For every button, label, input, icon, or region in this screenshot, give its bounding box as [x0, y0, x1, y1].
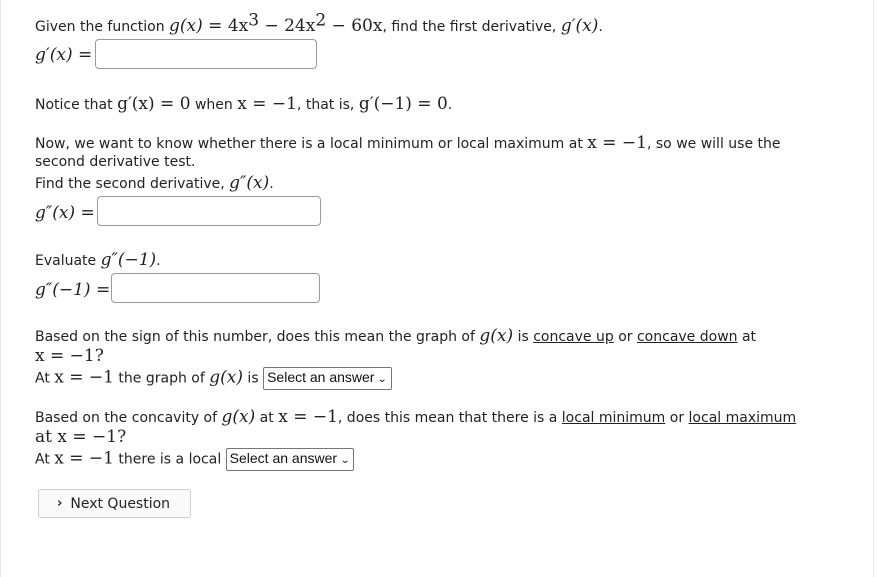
second-derivative-label: g″(x) =	[35, 203, 95, 223]
extremum-question-cont: at x = −1?	[35, 427, 127, 447]
second-derivative-intro-cont: second derivative test.	[35, 154, 196, 170]
function-name: g(x)	[169, 16, 203, 36]
evaluate-prompt: Evaluate g″(−1).	[35, 250, 161, 270]
next-question-label: Next Question	[70, 495, 171, 512]
next-question-button[interactable]	[38, 489, 191, 518]
notice-text: Notice that g′(x) = 0 when x = −1, that is, g′(−1) = 0.	[35, 94, 453, 114]
first-derivative-label: g′(x) =	[35, 45, 93, 65]
evaluate-input[interactable]	[111, 273, 320, 303]
extremum-question: Based on the concavity of g(x) at x = −1, does this mean that there is a local minimum or local maximum	[35, 407, 797, 427]
extremum-select[interactable]: Select an answer ⌄	[226, 448, 355, 471]
evaluate-label: g″(−1) =	[35, 280, 111, 300]
chevron-down-icon: ⌄	[340, 455, 351, 466]
concave-down-link[interactable]: concave down	[636, 329, 738, 345]
local-maximum-link[interactable]: local maximum	[688, 410, 797, 426]
extremum-answer-row: At x = −1 there is a local Select an answer ⌄	[35, 448, 354, 471]
second-derivative-prompt: Find the second derivative, g″(x).	[35, 173, 274, 193]
second-derivative-intro: Now, we want to know whether there is a local minimum or local maximum at x = −1, so we will use the	[35, 133, 781, 153]
concavity-select[interactable]: Select an answer ⌄	[263, 367, 392, 390]
chevron-down-icon: ⌄	[377, 374, 388, 385]
first-derivative-input[interactable]	[95, 39, 317, 69]
concavity-question-cont: x = −1?	[35, 346, 104, 366]
concavity-question: Based on the sign of this number, does this mean the graph of g(x) is concave up or concave down at	[35, 326, 757, 346]
local-minimum-link[interactable]: local minimum	[561, 410, 666, 426]
second-derivative-input[interactable]	[97, 196, 321, 226]
question-prompt: Given the function $g(x) = 4x^3 - 24x^2 - 60x$, find the first derivative, g′(x).	[35, 10, 603, 36]
chevron-right-icon: ›	[57, 496, 63, 511]
concavity-answer-row: At x = −1 the graph of g(x) is Select an answer ⌄	[35, 367, 392, 390]
concave-up-link[interactable]: concave up	[533, 329, 614, 345]
